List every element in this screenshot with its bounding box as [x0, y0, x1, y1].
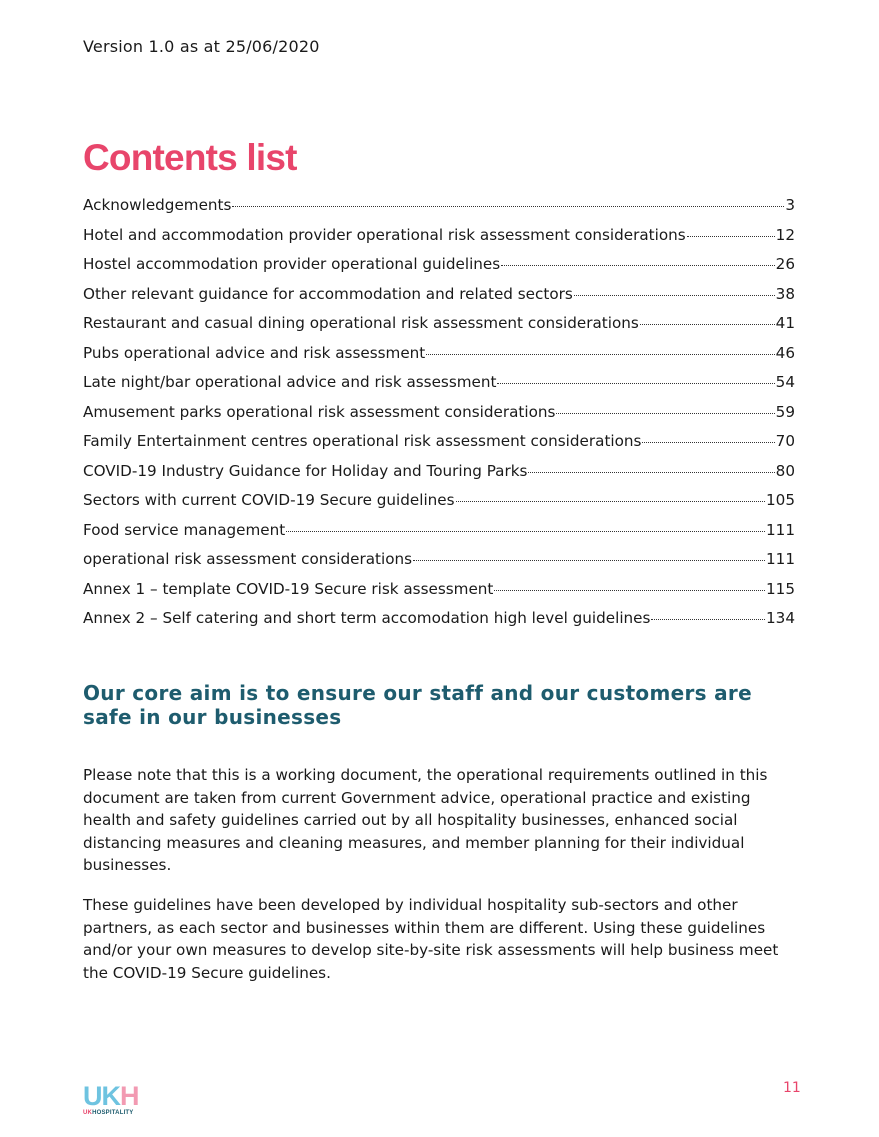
- toc-entry-label: Amusement parks operational risk assessment considerations: [83, 402, 556, 421]
- section-heading: Our core aim is to ensure our staff and our customers are safe in our businesses: [83, 681, 752, 729]
- toc-leader: [497, 383, 774, 384]
- toc-entry-page: 111: [766, 550, 795, 568]
- logo-wordmark-rest: HOSPITALITY: [92, 1110, 134, 1116]
- toc-entry-label: Food service management: [83, 520, 286, 539]
- toc-entry-label: Sectors with current COVID-19 Secure guidelines: [83, 491, 455, 509]
- toc-entry[interactable]: [83, 255, 795, 285]
- toc-entry[interactable]: [83, 373, 795, 403]
- toc-entry-page: 12: [775, 225, 795, 244]
- toc-entry-page: 105: [766, 491, 795, 509]
- toc-leader: [556, 413, 774, 414]
- toc-entry-page: 80: [775, 461, 795, 480]
- body-paragraph: Please note that this is a working document, the operational requirements outlined in this document are taken from current Government advice, operational practice and existing health and safety guidelines carried out by all hospitality businesses, enhanced social distancing measures and cleaning measures, and member planning for their individual businesses.: [83, 766, 768, 875]
- toc-entry-page: 26: [775, 255, 795, 273]
- toc-leader: [413, 560, 765, 561]
- toc-entry[interactable]: [83, 580, 795, 610]
- toc-entry-page: 41: [775, 314, 795, 332]
- toc-entry-page: 38: [775, 284, 795, 303]
- toc-entry-label: Acknowledgements: [83, 196, 232, 214]
- toc-entry-label: Late night/bar operational advice and risk assessment: [83, 373, 497, 391]
- toc-leader: [528, 472, 774, 473]
- page-title: Contents list: [83, 137, 297, 178]
- toc-leader: [651, 619, 765, 620]
- toc-leader: [687, 236, 775, 237]
- toc-entry-label: Family Entertainment centres operational risk assessment considerations: [83, 432, 642, 450]
- toc-leader: [642, 442, 774, 443]
- contents-list: [83, 196, 795, 639]
- toc-leader: [426, 354, 774, 355]
- toc-leader: [494, 590, 765, 591]
- logo-mark: [83, 1083, 143, 1109]
- version-label: Version 1.0 as at 25/06/2020: [83, 37, 320, 56]
- toc-entry-label: Other relevant guidance for accommodation and related sectors: [83, 284, 573, 303]
- toc-leader: [501, 265, 774, 266]
- toc-entry-page: 59: [775, 402, 795, 421]
- toc-entry-label: Hotel and accommodation provider operational risk assessment considerations: [83, 225, 686, 244]
- body-paragraph: These guidelines have been developed by individual hospitality sub-sectors and other partners, as each sector and businesses within them are different. Using these guidelines and/or your own measures to develop site-by-site risk assessments will help business meet the COVID-19 Secure guidelines.: [83, 896, 779, 982]
- logo-mark-h: H: [120, 1081, 139, 1111]
- toc-entry[interactable]: [83, 550, 795, 580]
- toc-entry-label: Annex 2 – Self catering and short term accomodation high level guidelines: [83, 609, 651, 627]
- toc-entry[interactable]: [83, 491, 795, 521]
- toc-leader: [286, 531, 765, 532]
- toc-entry[interactable]: [83, 403, 795, 433]
- toc-entry[interactable]: [83, 432, 795, 462]
- toc-entry-page: 115: [766, 579, 795, 598]
- toc-entry[interactable]: [83, 285, 795, 315]
- toc-entry[interactable]: [83, 462, 795, 492]
- page-number: 11: [783, 1080, 801, 1096]
- logo-wordmark-uk: UK: [83, 1110, 93, 1116]
- toc-entry-label: operational risk assessment considerations: [83, 550, 413, 568]
- toc-entry-page: 46: [775, 343, 795, 362]
- toc-entry[interactable]: [83, 226, 795, 256]
- toc-entry-label: COVID-19 Industry Guidance for Holiday and Touring Parks: [83, 461, 528, 480]
- toc-entry-label: Hostel accommodation provider operational guidelines: [83, 255, 501, 273]
- toc-leader: [640, 324, 775, 325]
- toc-entry-label: Restaurant and casual dining operational risk assessment considerations: [83, 314, 639, 332]
- toc-entry[interactable]: [83, 344, 795, 374]
- toc-leader: [574, 295, 775, 296]
- toc-entry-page: 134: [766, 609, 795, 627]
- toc-entry[interactable]: [83, 196, 795, 226]
- toc-leader: [232, 206, 784, 207]
- toc-leader: [456, 501, 765, 502]
- toc-entry-label: Annex 1 – template COVID-19 Secure risk assessment: [83, 579, 494, 598]
- toc-entry[interactable]: [83, 314, 795, 344]
- toc-entry-label: Pubs operational advice and risk assessment: [83, 343, 426, 362]
- toc-entry[interactable]: [83, 609, 795, 639]
- toc-entry-page: 54: [775, 373, 795, 391]
- toc-entry-page: 70: [775, 432, 795, 450]
- logo-mark-uk: UK: [83, 1081, 120, 1111]
- ukhospitality-logo: [83, 1083, 143, 1119]
- toc-entry-page: 3: [785, 196, 795, 214]
- toc-entry[interactable]: [83, 521, 795, 551]
- toc-entry-page: 111: [766, 520, 795, 539]
